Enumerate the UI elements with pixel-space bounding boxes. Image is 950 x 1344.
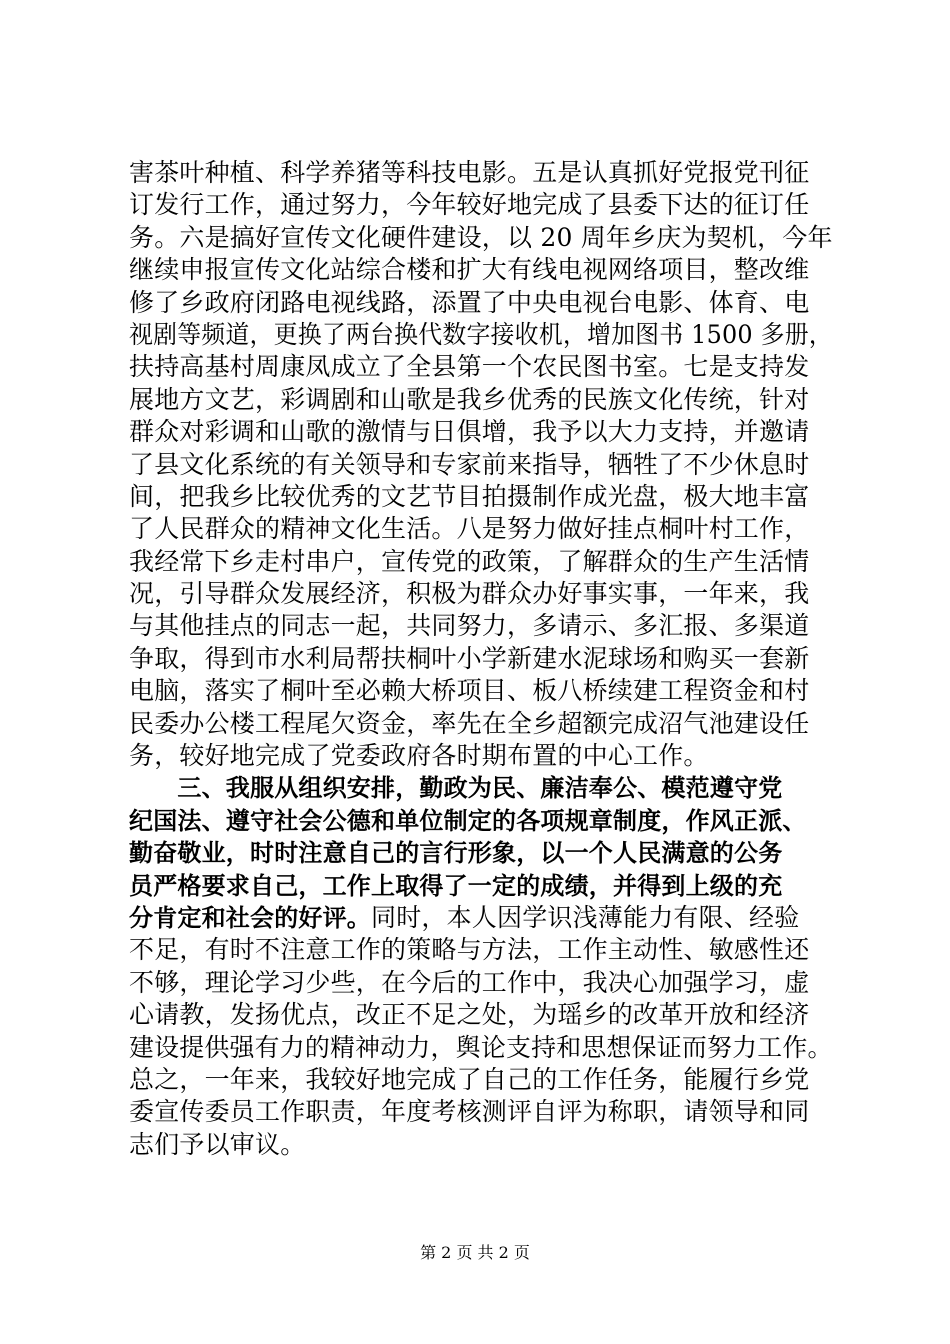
body-line-regular-part: 同时，本人因学识浅薄能力有限、经验 bbox=[371, 902, 800, 932]
body-line: 视剧等频道，更换了两台换代数字接收机，增加图书 1500 多册， bbox=[129, 319, 833, 349]
body-line: 民委办公楼工程尾欠资金，率先在全乡超额完成沼气池建设任 bbox=[129, 708, 810, 738]
body-line: 务。六是搞好宣传文化硬件建设，以 20 周年乡庆为契机，今年 bbox=[129, 222, 833, 252]
body-line: 修了乡政府闭路电视线路，添置了中央电视台电影、体育、电 bbox=[129, 287, 810, 317]
body-line: 了人民群众的精神文化生活。八是努力做好挂点桐叶村工作， bbox=[129, 514, 810, 544]
body-line: 害茶叶种植、科学养猪等科技电影。五是认真抓好党报党刊征 bbox=[129, 158, 810, 187]
document-body bbox=[129, 157, 833, 1161]
body-line: 委宣传委员工作职责，年度考核测评自评为称职，请领导和同 bbox=[129, 1097, 810, 1127]
body-line: 务，较好地完成了党委政府各时期布置的中心工作。 bbox=[129, 741, 709, 771]
body-line: 志们予以审议。 bbox=[129, 1129, 306, 1159]
body-line: 争取，得到市水利局帮扶桐叶小学新建水泥球场和购买一套新 bbox=[129, 643, 810, 673]
body-line bbox=[129, 902, 833, 934]
body-line-bold-part: 分肯定和社会的好评。 bbox=[129, 903, 371, 932]
body-line: 与其他挂点的同志一起，共同努力，多请示、多汇报、多渠道 bbox=[129, 611, 810, 641]
body-line: 不够，理论学习少些，在今后的工作中，我决心加强学习，虚 bbox=[129, 967, 810, 997]
body-line: 展地方文艺，彩调剧和山歌是我乡优秀的民族文化传统，针对 bbox=[129, 384, 810, 414]
body-line: 不足，有时不注意工作的策略与方法，工作主动性、敏感性还 bbox=[129, 935, 810, 965]
body-line: 勤奋敬业，时时注意自己的言行形象，以一个人民满意的公务 bbox=[129, 839, 783, 868]
body-line: 扶持高基村周康凤成立了全县第一个农民图书室。七是支持发 bbox=[129, 352, 810, 382]
body-line: 况，引导群众发展经济，积极为群众办好事实事，一年来，我 bbox=[129, 579, 810, 609]
body-line: 了县文化系统的有关领导和专家前来指导，牺牲了不少休息时 bbox=[129, 449, 810, 479]
body-line: 员严格要求自己，工作上取得了一定的成绩，并得到上级的充 bbox=[129, 871, 783, 900]
body-line: 三、我服从组织安排，勤政为民、廉洁奉公、模范遵守党 bbox=[129, 774, 783, 803]
body-line: 我经常下乡走村串户，宣传党的政策，了解群众的生产生活情 bbox=[129, 546, 810, 576]
body-line: 订发行工作，通过努力，今年较好地完成了县委下达的征订任 bbox=[129, 190, 810, 220]
body-line: 纪国法、遵守社会公德和单位制定的各项规章制度，作风正派、 bbox=[129, 806, 807, 835]
body-line: 继续申报宣传文化站综合楼和扩大有线电视网络项目，整改维 bbox=[129, 255, 810, 285]
body-line: 总之，一年来，我较好地完成了自己的工作任务，能履行乡党 bbox=[129, 1064, 810, 1094]
body-line: 电脑，落实了桐叶至必赖大桥项目、板八桥续建工程资金和村 bbox=[129, 676, 810, 706]
body-line: 心请教，发扬优点，改正不足之处，为瑶乡的改革开放和经济 bbox=[129, 1000, 810, 1030]
body-line: 群众对彩调和山歌的激情与日俱增，我予以大力支持，并邀请 bbox=[129, 417, 810, 447]
body-line: 建设提供强有力的精神动力，舆论支持和思想保证而努力工作。 bbox=[129, 1032, 833, 1062]
page-footer: 第 2 页 共 2 页 bbox=[420, 1243, 530, 1262]
body-line: 间，把我乡比较优秀的文艺节目拍摄制作成光盘，极大地丰富 bbox=[129, 481, 810, 511]
